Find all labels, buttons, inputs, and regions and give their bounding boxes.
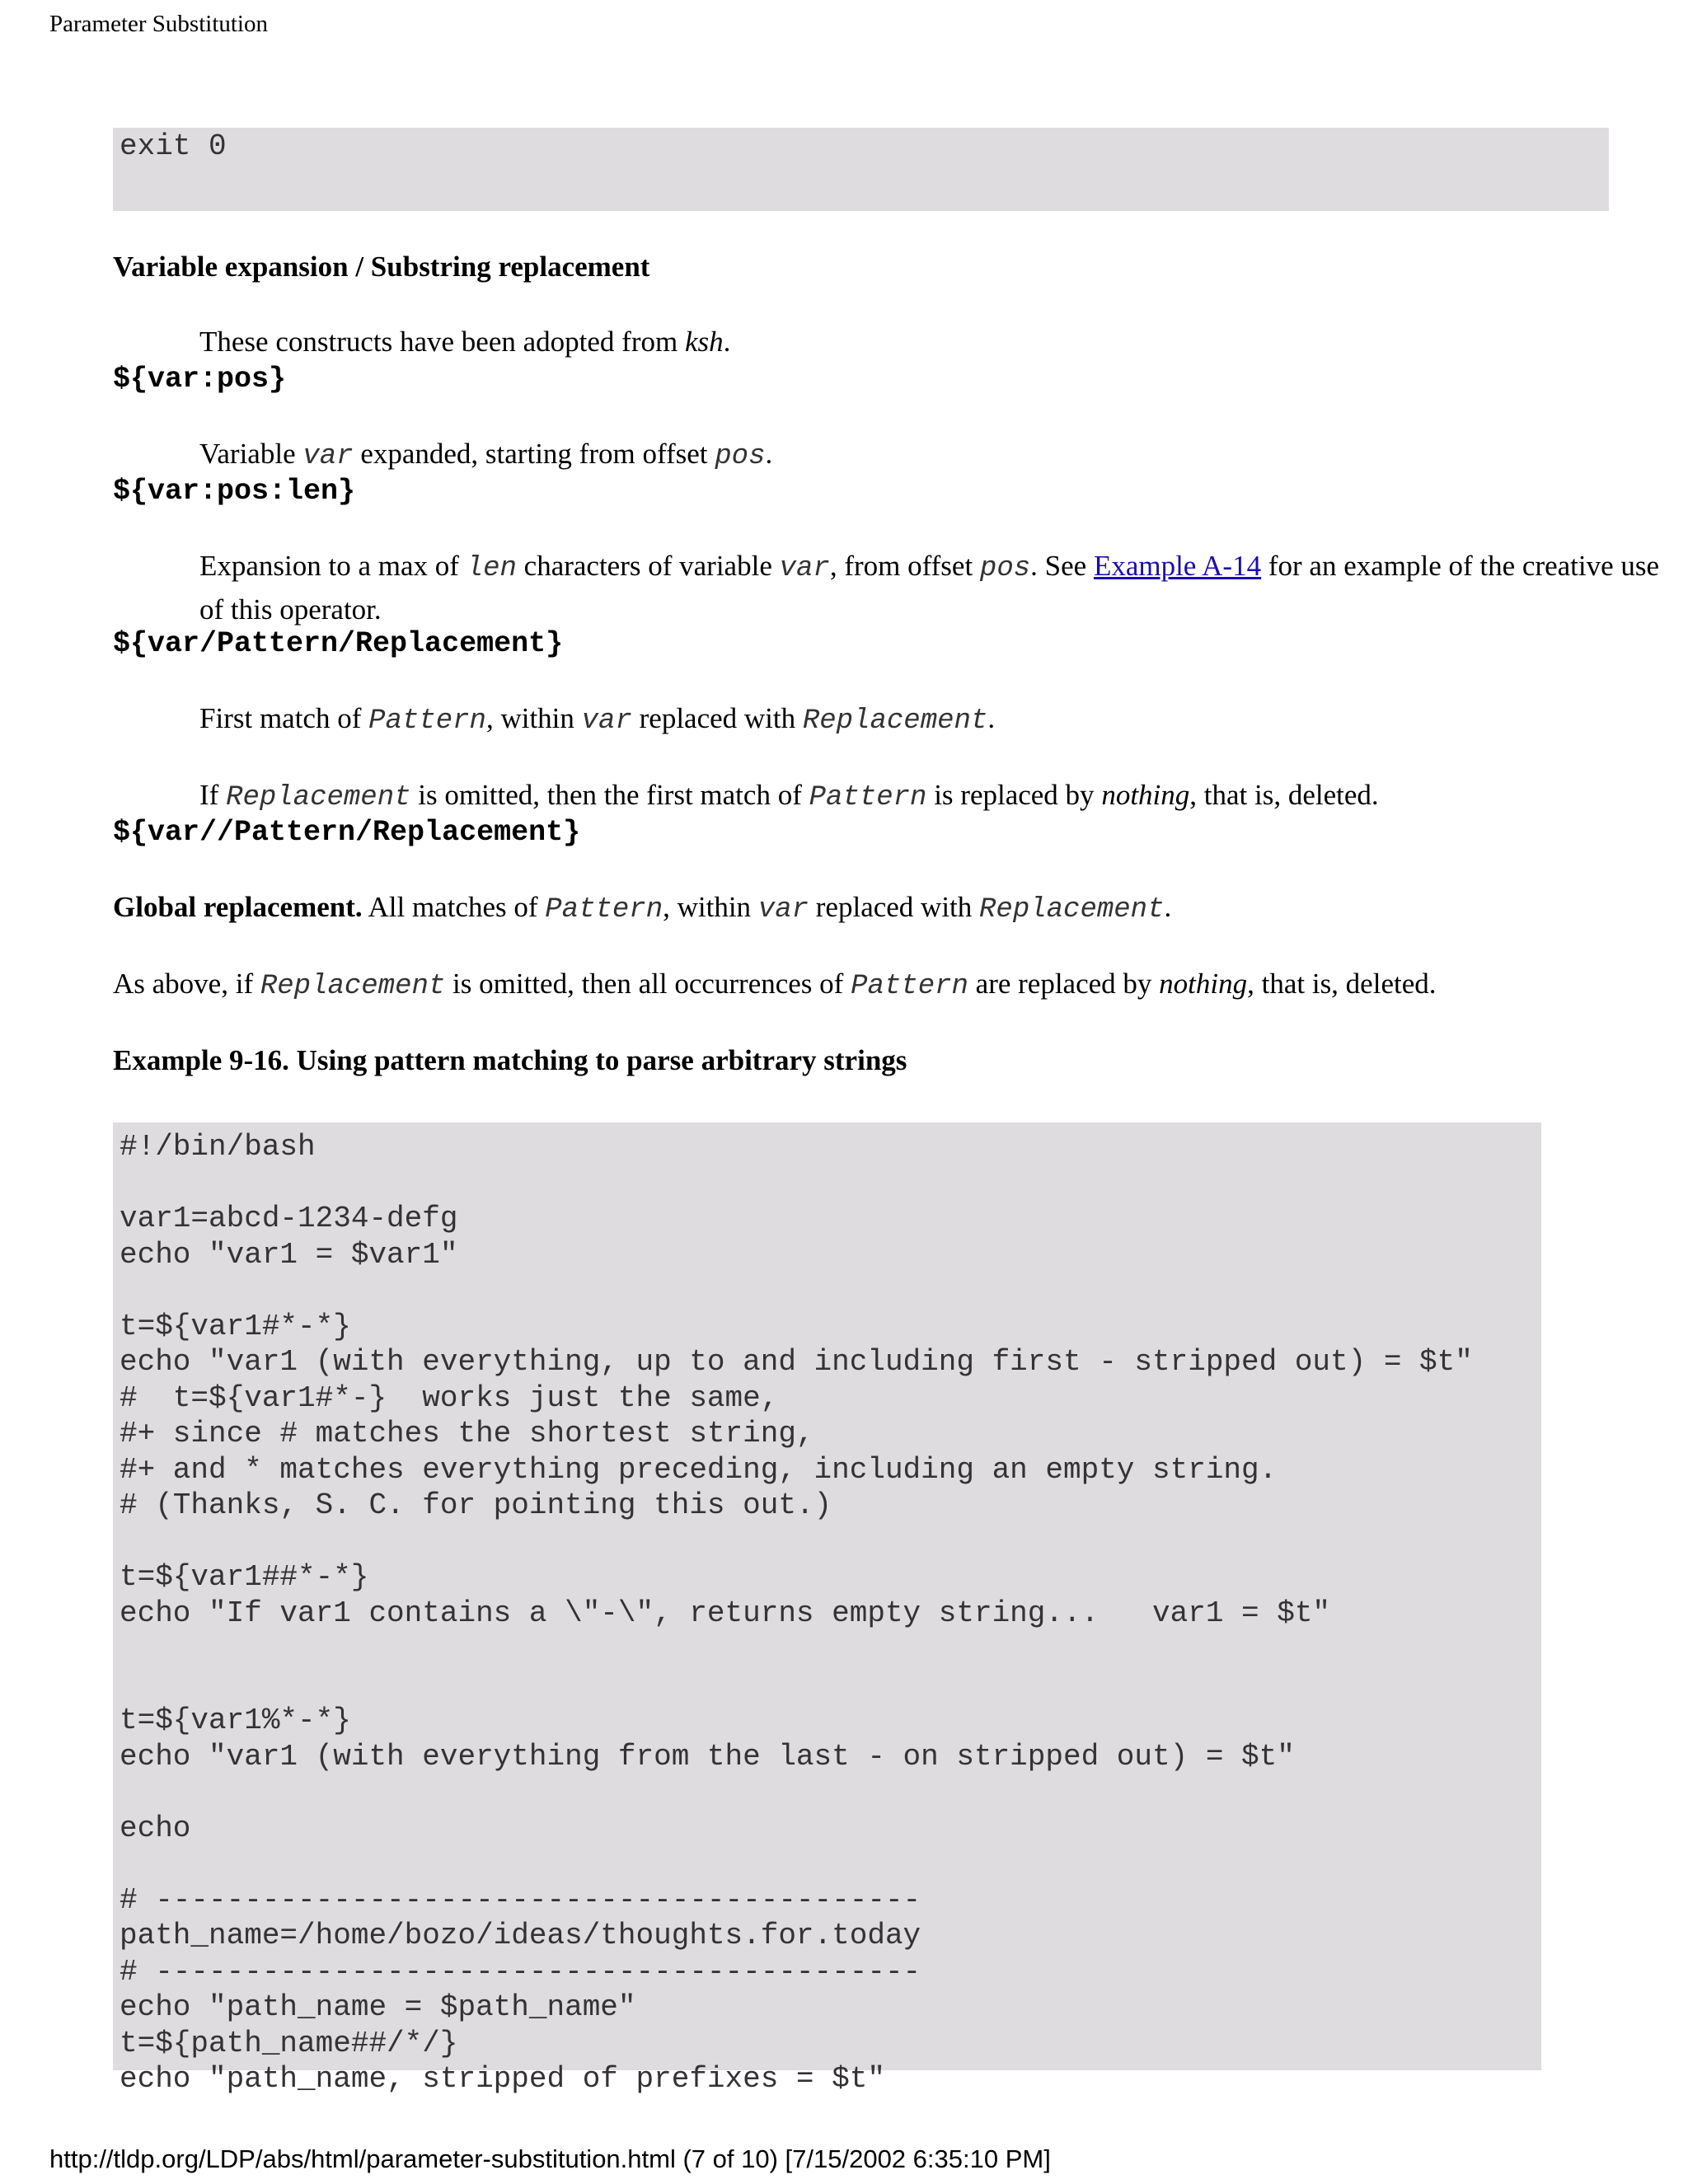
term-var-pos: ${var:pos} — [113, 363, 287, 396]
d4b-a: As above, if — [113, 968, 260, 1000]
d4a-pattern: Pattern — [545, 894, 663, 926]
d4a-d: . — [1164, 891, 1172, 923]
term-var-global-replacement: ${var//Pattern/Replacement} — [113, 816, 581, 849]
d3a-b: , within — [485, 702, 582, 734]
example-title: Example 9-16. Using pattern matching to parse arbitrary strings — [113, 1044, 907, 1076]
d2-pos: pos — [979, 553, 1031, 584]
d3a-a: First match of — [199, 702, 369, 734]
page-running-header: Parameter Substitution — [49, 11, 268, 37]
d4b-c: are replaced by — [968, 968, 1160, 1000]
example-a14-link[interactable]: Example A-14 — [1093, 550, 1262, 582]
intro-paragraph — [199, 321, 730, 363]
d2-b: characters of variable — [516, 550, 780, 582]
code-block-exit: exit 0 — [113, 128, 1609, 211]
d3b-c: is replaced by — [926, 779, 1102, 811]
desc-var-pos-len — [199, 546, 1667, 630]
d4a-b: , within — [663, 891, 758, 923]
intro-end: . — [723, 326, 731, 358]
desc-pattern-replacement — [199, 698, 995, 742]
d2-var: var — [779, 553, 830, 584]
d3b-a: If — [199, 779, 227, 811]
intro-text: These constructs have been adopted from — [199, 326, 685, 358]
d3b-replacement: Replacement — [226, 782, 411, 813]
d2-len: len — [466, 553, 517, 584]
d1-var: var — [302, 441, 354, 472]
d4a-bold: Global replacement. — [113, 891, 363, 923]
d2-d: . See — [1030, 550, 1094, 582]
d3b-nothing: nothing — [1101, 779, 1190, 811]
d3a-replacement: Replacement — [802, 705, 988, 737]
d4a-c: replaced with — [809, 891, 980, 923]
section-heading: Variable expansion / Substring replacement — [113, 251, 650, 283]
term-var-pos-len: ${var:pos:len} — [113, 475, 356, 508]
d1-pos: pos — [715, 441, 766, 472]
d3a-var: var — [581, 705, 632, 737]
d3b-b: is omitted, then the first match of — [410, 779, 809, 811]
d3a-d: . — [987, 702, 996, 734]
d4a-var: var — [757, 894, 809, 926]
d2-e: for an example of the creative use of this operator. — [199, 550, 1660, 626]
desc-global-replacement — [113, 887, 1171, 930]
d4b-b: is omitted, then all occurrences of — [445, 968, 851, 1000]
d1-a: Variable — [199, 438, 303, 470]
term-var-pattern-replacement: ${var/Pattern/Replacement} — [113, 627, 564, 660]
desc-pattern-omitted — [199, 775, 1379, 818]
d4b-nothing: nothing — [1159, 968, 1248, 1000]
desc-global-omitted — [113, 963, 1437, 1007]
d4a-a: All matches of — [362, 891, 546, 923]
d3a-pattern: Pattern — [368, 705, 486, 737]
desc-var-pos — [199, 434, 772, 477]
d4b-pattern: Pattern — [851, 971, 968, 1002]
example-code-block: #!/bin/bash var1=abcd-1234-defg echo "var1 = $var1" t=${var1#*-*} echo "var1 (with everything, up to and including first - stripped out) = $t" # t=${var1#*-} works just the same, #+ since # matches the shortest string, #+ and * matches everything preceding, including an empty string. # (Thanks, S. C. for pointing this out.) t=${var1##*-*} echo "If var1 contains a \"-\", returns empty string... var1 = $t" t=${var1%*-*} echo "var1 (with everything from the last - on stripped out) = $t" echo # ------------------------------------------- path_name=/home/bozo/ideas/thoughts.for.today # ------------------------------------------- echo "path_name = $path_name" t=${path_name##/*/} echo "path_name, stripped of prefixes = $t" — [113, 1122, 1541, 2070]
d3b-pattern: Pattern — [809, 782, 927, 813]
d3a-c: replaced with — [631, 702, 803, 734]
d3b-d: , that is, deleted. — [1189, 779, 1379, 811]
d1-b: expanded, starting from offset — [353, 438, 715, 470]
intro-ksh: ksh — [684, 326, 724, 358]
d4b-d: , that is, deleted. — [1247, 968, 1437, 1000]
d4a-replacement: Replacement — [979, 894, 1165, 926]
page-running-footer: http://tldp.org/LDP/abs/html/parameter-substitution.html (7 of 10) [7/15/2002 6:35:10 PM] — [49, 2144, 1051, 2173]
d4b-replacement: Replacement — [260, 971, 446, 1002]
d1-c: . — [765, 438, 773, 470]
d2-a: Expansion to a max of — [199, 550, 467, 582]
d2-c: , from offset — [829, 550, 980, 582]
